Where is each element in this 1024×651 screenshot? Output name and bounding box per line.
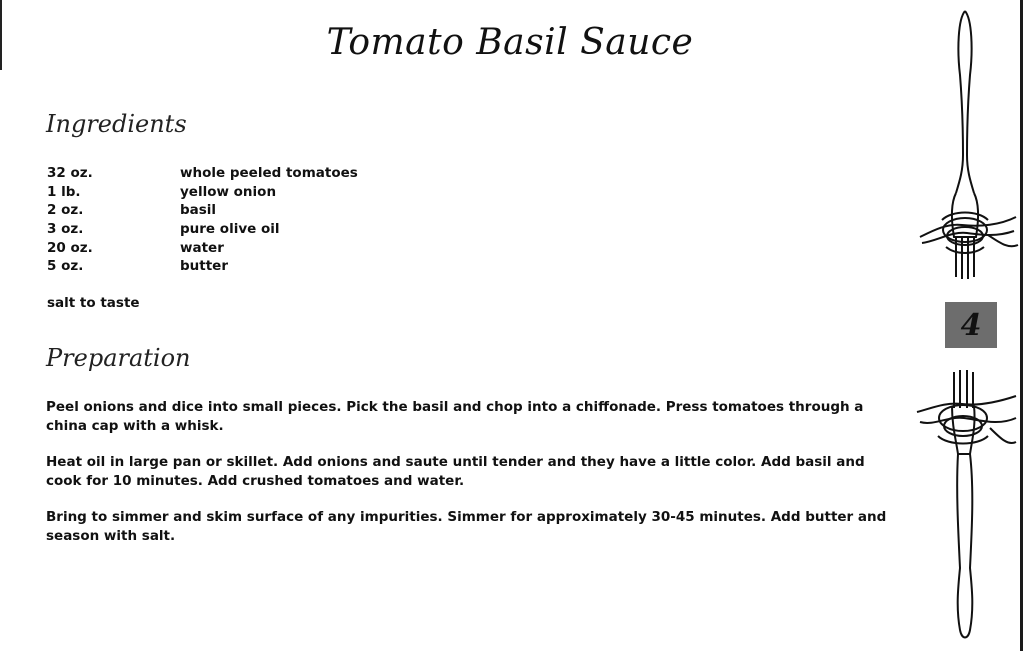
- salt-note: salt to taste: [47, 295, 140, 311]
- preparation-steps: [46, 398, 896, 563]
- ingredient-quantity: 20 oz.: [47, 239, 93, 256]
- ingredient-quantity: 32 oz.: [47, 165, 93, 182]
- fork-with-spaghetti-icon: [912, 368, 1022, 646]
- ingredient-quantity: 2 oz.: [47, 202, 84, 219]
- ingredient-row: [47, 164, 407, 183]
- recipe-title: Tomato Basil Sauce: [326, 22, 694, 63]
- ingredients-list: [47, 164, 407, 276]
- ingredient-name: whole peeled tomatoes: [180, 165, 358, 182]
- ingredient-row: [47, 183, 407, 202]
- ingredient-name: butter: [180, 258, 228, 275]
- page-number-tab: 4: [945, 302, 997, 348]
- ingredient-quantity: 1 lb.: [47, 183, 81, 200]
- fork-with-spaghetti-icon: [912, 5, 1022, 285]
- ingredient-name: pure olive oil: [180, 221, 280, 238]
- ingredient-row: [47, 220, 407, 239]
- preparation-step: Peel onions and dice into small pieces. Pick the basil and chop into a chiffonade. Press tomatoes through a china cap with a whisk.: [46, 399, 864, 434]
- ingredient-name: basil: [180, 202, 217, 219]
- ingredient-quantity: 5 oz.: [47, 258, 84, 275]
- ingredient-name: yellow onion: [180, 183, 277, 200]
- ingredient-name: water: [180, 239, 224, 256]
- ingredient-row: [47, 257, 407, 276]
- left-border-line: [0, 0, 2, 70]
- preparation-step: Bring to simmer and skim surface of any impurities. Simmer for approximately 30-45 minutes. Add butter and season with salt.: [46, 509, 887, 544]
- preparation-heading: Preparation: [46, 344, 191, 372]
- preparation-step: Heat oil in large pan or skillet. Add onions and saute until tender and they have a little color. Add basil and cook for 10 minutes. Add crushed tomatoes and water.: [46, 454, 865, 489]
- ingredients-heading: Ingredients: [46, 110, 187, 138]
- ingredient-row: [47, 238, 407, 257]
- ingredient-quantity: 3 oz.: [47, 221, 84, 238]
- ingredient-row: [47, 201, 407, 220]
